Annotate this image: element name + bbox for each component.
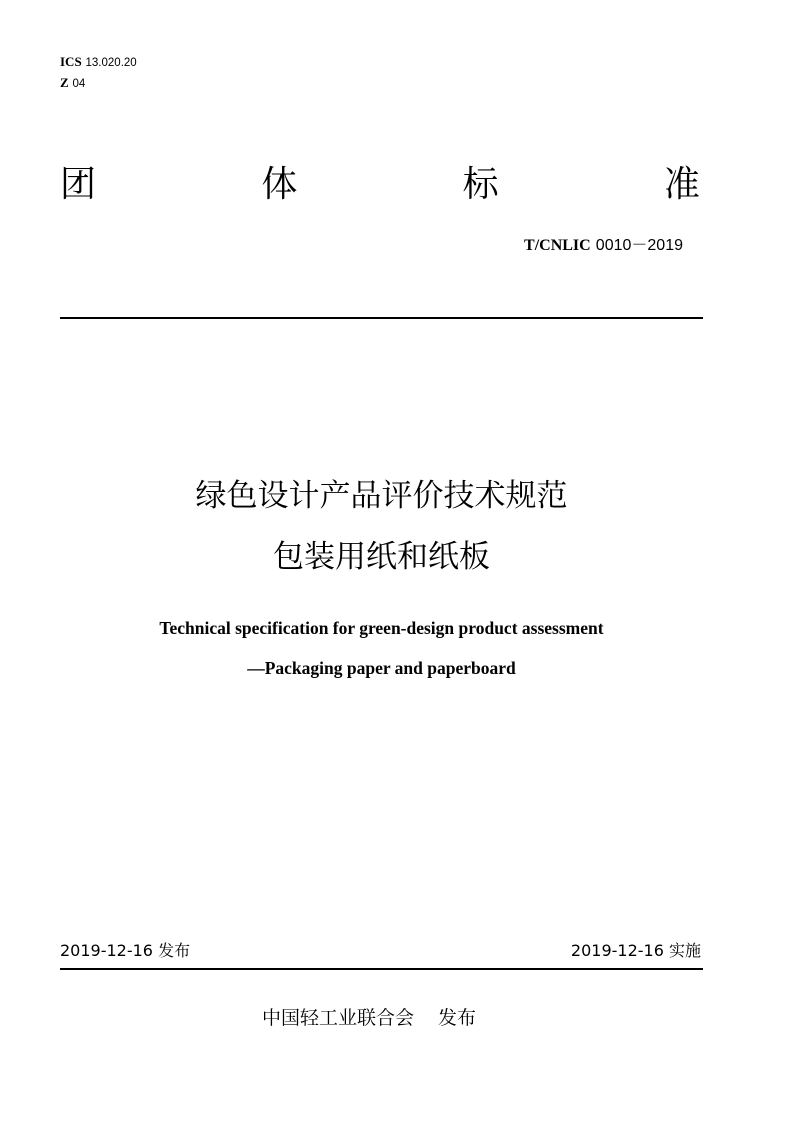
issuer-action: 发布 xyxy=(438,1007,477,1029)
bottom-divider xyxy=(60,968,703,970)
classification-block xyxy=(60,52,137,94)
issuer-name: 中国轻工业联合会 xyxy=(262,1007,415,1029)
implement-date: 2019-12-16 实施 xyxy=(570,941,701,960)
standard-type-char: 团 xyxy=(60,164,97,205)
ccs-label: Z xyxy=(60,75,69,90)
ccs-code: 04 xyxy=(72,78,86,90)
standard-type-heading xyxy=(60,160,700,210)
issuer-line xyxy=(262,1005,476,1031)
ics-label: ICS xyxy=(60,54,82,69)
standard-type-char: 标 xyxy=(462,164,499,205)
standard-number-prefix: T/CNLIC xyxy=(524,237,591,254)
chinese-title-line-1: 绿色设计产品评价技术规范 xyxy=(195,478,568,514)
ccs-line xyxy=(60,73,137,94)
top-divider xyxy=(60,317,703,319)
publish-date: 2019-12-16 发布 xyxy=(60,941,191,960)
ics-code: 13.020.20 xyxy=(85,57,137,69)
ics-line xyxy=(60,52,137,73)
standard-number-code: 0010－2019 xyxy=(595,237,683,254)
chinese-title-line-2: 包装用纸和纸板 xyxy=(273,539,490,575)
standard-type-char: 准 xyxy=(663,164,700,205)
standard-number xyxy=(524,232,683,255)
standard-type-char: 体 xyxy=(261,164,298,205)
english-title-line-2: —Packaging paper and paperboard xyxy=(247,658,516,678)
english-title-line-1: Technical specification for green-design product assessment xyxy=(159,618,604,638)
